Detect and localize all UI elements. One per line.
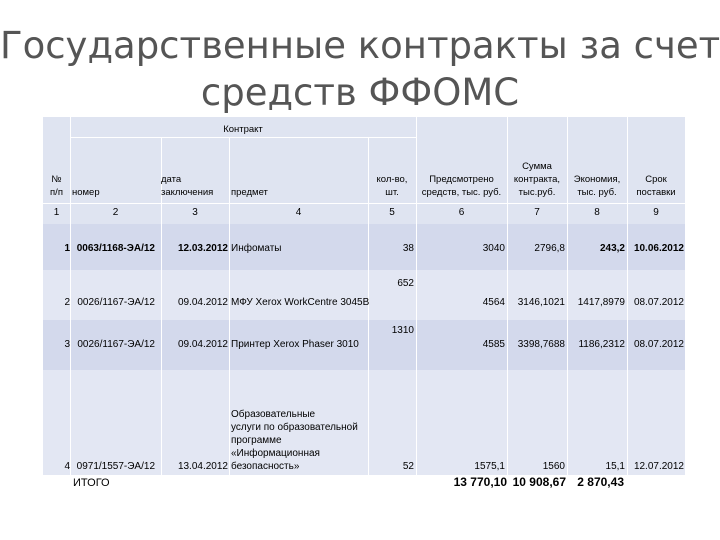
cell-term: 10.06.2012 — [633, 243, 684, 254]
col-index: 5 — [389, 207, 395, 218]
cell-sum: 3146,1021 — [517, 297, 565, 308]
cell-qty: 52 — [402, 461, 414, 472]
row-bg-2 — [43, 270, 685, 320]
header-col-date: дата заключения — [161, 174, 214, 198]
cell-number: 0026/1167-ЭА/12 — [77, 297, 155, 308]
col-index: 9 — [653, 207, 659, 218]
col-index: 8 — [594, 207, 600, 218]
header-group-contract: Контракт — [223, 124, 263, 135]
header-col-num: № п/п — [50, 174, 63, 198]
col-index: 6 — [458, 207, 465, 218]
cell-term: 12.07.2012 — [633, 461, 684, 472]
header-col-qty: кол-во, шт. — [376, 174, 408, 198]
cell-savings: 243,2 — [599, 243, 625, 254]
header-col-term: Срок поставки — [636, 174, 676, 198]
slide-title — [0, 22, 720, 116]
cell-subject: Образовательные услуги по образовательной программе «Информационная безопасность» — [231, 409, 358, 472]
cell-sum: 3398,7688 — [517, 339, 565, 350]
cell-savings: 1186,2312 — [578, 339, 625, 350]
cell-planned: 1575,1 — [474, 461, 505, 472]
cell-n: 1 — [64, 243, 70, 254]
grid-line — [70, 137, 416, 138]
cell-date: 13.04.2012 — [177, 461, 228, 472]
header-col-sum: Сумма контракта, тыс.руб. — [513, 161, 561, 198]
title-line-2: средств ФФОМС — [200, 71, 520, 114]
header-col-number: номер — [72, 187, 100, 198]
cell-qty: 38 — [402, 243, 414, 254]
cell-planned: 3040 — [482, 243, 505, 254]
cell-term: 08.07.2012 — [633, 297, 684, 308]
cell-subject: Принтер Xerox Phaser 3010 — [231, 339, 359, 350]
cell-date: 09.04.2012 — [177, 297, 228, 308]
col-index: 3 — [192, 207, 198, 218]
header-col-planned: Предсмотрено средств, тыс. руб. — [421, 174, 502, 198]
cell-number: 0971/1557-ЭА/12 — [76, 461, 155, 472]
total-label: ИТОГО — [73, 477, 110, 489]
cell-planned: 4564 — [482, 297, 505, 308]
title-line-1: Государственные контракты за счет — [0, 24, 720, 67]
cell-number: 0026/1167-ЭА/12 — [77, 339, 155, 350]
total-savings: 2 870,43 — [577, 475, 624, 489]
cell-qty: 1310 — [391, 325, 414, 336]
col-index: 7 — [534, 207, 540, 218]
header-col-savings: Экономия, тыс. руб. — [573, 174, 621, 198]
cell-planned: 4585 — [482, 339, 505, 350]
cell-sum: 2796,8 — [534, 243, 565, 254]
cell-savings: 1417,8979 — [577, 297, 625, 308]
total-planned: 13 770,10 — [453, 475, 507, 489]
col-index: 4 — [295, 207, 302, 218]
col-index: 1 — [53, 207, 60, 218]
cell-date: 12.03.2012 — [177, 243, 228, 254]
cell-n: 2 — [64, 297, 70, 308]
grid-line — [229, 137, 230, 475]
cell-qty: 652 — [397, 278, 414, 289]
cell-subject: Инфоматы — [231, 243, 282, 254]
cell-n: 4 — [64, 461, 70, 472]
cell-n: 3 — [64, 339, 70, 350]
cell-savings: 15,1 — [605, 461, 625, 472]
cell-sum: 1560 — [542, 461, 565, 472]
header-col-subject: предмет — [231, 187, 268, 198]
cell-subject: МФУ Xerox WorkCentre 3045B — [231, 297, 370, 308]
cell-date: 09.04.2012 — [177, 339, 228, 350]
total-sum: 10 908,67 — [512, 475, 566, 489]
col-index: 2 — [112, 207, 119, 218]
cell-number: 0063/1168-ЭА/12 — [76, 243, 155, 254]
grid-line — [43, 203, 685, 204]
cell-term: 08.07.2012 — [633, 339, 684, 350]
